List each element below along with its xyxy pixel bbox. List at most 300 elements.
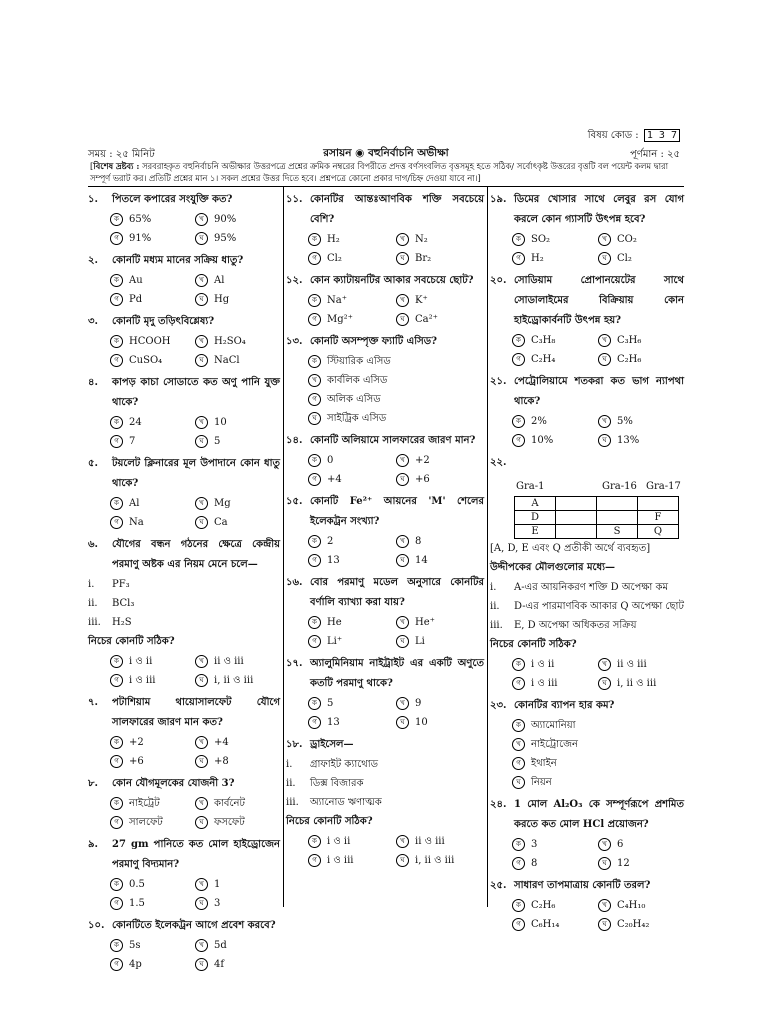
question <box>88 373 280 451</box>
option-bubble: ঘ <box>195 958 208 971</box>
option-text: 65% <box>129 214 152 225</box>
answer-option[interactable] <box>195 813 280 832</box>
answer-option[interactable] <box>110 290 195 309</box>
option-bubble: খ <box>195 335 208 348</box>
question <box>88 774 280 832</box>
answer-option[interactable] <box>598 915 684 934</box>
answer-options <box>286 291 484 329</box>
option-bubble: গ <box>110 293 123 306</box>
question-stem <box>88 373 280 413</box>
option-text: 7 <box>129 436 136 447</box>
question <box>490 372 684 450</box>
option-text: সাইট্রিক এসিড <box>327 413 387 424</box>
option-text: 0.5 <box>129 879 145 890</box>
answer-option[interactable] <box>598 331 684 350</box>
question <box>286 190 484 268</box>
option-bubble: ক <box>110 416 123 429</box>
subject-code-digit: 1 <box>646 130 653 141</box>
option-bubble: ক <box>308 355 321 368</box>
option-bubble: গ <box>512 434 525 447</box>
answer-option[interactable] <box>110 413 195 432</box>
answer-options <box>286 532 484 570</box>
answer-option[interactable] <box>110 875 195 894</box>
option-bubble: গ <box>110 816 123 829</box>
answer-option[interactable] <box>512 835 598 854</box>
option-bubble: ঘ <box>195 354 208 367</box>
answer-option[interactable] <box>110 271 195 290</box>
answer-options <box>490 412 684 450</box>
question-stem <box>286 431 484 451</box>
exam-time: সময় : ২৫ মিনিট <box>88 149 155 160</box>
question-number: ১৮. <box>286 739 303 750</box>
option-bubble: গ <box>110 354 123 367</box>
option-text: NaCl <box>214 355 240 366</box>
question-text: কোনটির ব্যাপন হার কম? <box>514 700 615 711</box>
answer-option[interactable] <box>110 813 195 832</box>
option-text: অলিক এসিড <box>327 394 381 405</box>
option-text: H₂ <box>531 253 544 264</box>
answer-option[interactable] <box>308 371 484 390</box>
question <box>490 795 684 873</box>
answer-option[interactable] <box>110 494 195 513</box>
answer-option[interactable] <box>396 613 484 632</box>
question-text: 1 মোল Al₂O₃ কে সম্পূর্ণরূপে প্রশমিত করতে কত মোল HCl প্রয়োজন? <box>514 799 684 830</box>
answer-option[interactable] <box>195 955 280 974</box>
option-bubble: ঘ <box>308 412 321 425</box>
statement-number: iii. <box>490 620 503 631</box>
answer-option[interactable] <box>512 915 598 934</box>
question-stem <box>286 735 484 755</box>
option-text: Au <box>129 275 143 286</box>
table-cell <box>556 525 597 539</box>
answer-option[interactable] <box>110 652 195 671</box>
answer-option[interactable] <box>195 936 280 955</box>
question <box>286 735 484 870</box>
answer-option[interactable] <box>396 713 484 732</box>
subject-code-line <box>88 128 684 144</box>
answer-option[interactable] <box>512 331 598 350</box>
answer-option[interactable] <box>195 752 280 771</box>
option-text: 90% <box>214 214 237 225</box>
option-text: Ca <box>214 517 228 528</box>
answer-option[interactable] <box>308 713 396 732</box>
statement <box>88 594 280 613</box>
statement-text: গ্রাফাইট ক্যাথোড <box>310 759 378 770</box>
option-bubble: ক <box>512 334 525 347</box>
question-number: ১২. <box>286 275 303 286</box>
question-number: ১৭. <box>286 658 303 669</box>
answer-option[interactable] <box>396 249 484 268</box>
option-text: ii ও iii <box>617 659 647 670</box>
option-bubble: ক <box>110 878 123 891</box>
option-bubble: ক <box>110 736 123 749</box>
answer-option[interactable] <box>396 632 484 651</box>
option-text: 14 <box>415 555 428 566</box>
question-text: ড্রাইসেল— <box>310 739 354 750</box>
answer-option[interactable] <box>195 332 280 351</box>
option-text: i ও ii <box>129 656 153 667</box>
option-bubble: ক <box>308 294 321 307</box>
answer-option[interactable] <box>598 835 684 854</box>
option-text: 2 <box>327 536 334 547</box>
answer-option[interactable] <box>195 229 280 248</box>
question-stem <box>286 190 484 230</box>
question-number: ১১. <box>286 194 303 205</box>
option-bubble: খ <box>396 835 409 848</box>
answer-option[interactable] <box>396 832 484 851</box>
option-text: +2 <box>129 737 144 748</box>
answer-options <box>490 230 684 268</box>
answer-option[interactable] <box>110 894 195 913</box>
option-text: C₂H₆ <box>617 354 642 365</box>
answer-option[interactable] <box>195 671 280 690</box>
answer-option[interactable] <box>512 655 598 674</box>
option-bubble: ক <box>512 658 525 671</box>
option-text: সালফেট <box>129 817 163 828</box>
answer-option[interactable] <box>512 431 598 450</box>
option-text: নাইট্রোজেন <box>531 739 579 750</box>
answer-option[interactable] <box>195 794 280 813</box>
question-number: ৭. <box>88 697 98 708</box>
answer-option[interactable] <box>195 652 280 671</box>
question-stem <box>490 372 684 412</box>
answer-option[interactable] <box>598 854 684 873</box>
question-text: কোনটি অসম্পৃক্ত ফ্যাটি এসিড? <box>310 336 437 347</box>
exam-page <box>88 128 684 970</box>
answer-option[interactable] <box>396 694 484 713</box>
answer-option[interactable] <box>598 412 684 431</box>
statement-number: i. <box>286 759 293 770</box>
statement <box>286 755 484 774</box>
table-cell: D <box>515 511 556 525</box>
answer-option[interactable] <box>308 632 396 651</box>
answer-options <box>490 896 684 934</box>
answer-option[interactable] <box>396 851 484 870</box>
option-bubble: ঘ <box>195 674 208 687</box>
answer-option[interactable] <box>512 754 684 773</box>
question <box>286 573 484 651</box>
answer-option[interactable] <box>308 532 396 551</box>
answer-options <box>88 794 280 832</box>
option-bubble: খ <box>396 233 409 246</box>
option-text: নিয়ন <box>531 777 552 788</box>
answer-option[interactable] <box>195 271 280 290</box>
option-text: C₂H₄ <box>531 354 556 365</box>
answer-option[interactable] <box>195 875 280 894</box>
option-text: C₃H₈ <box>531 335 556 346</box>
option-bubble: ঘ <box>598 677 611 690</box>
question-text: কোনটির আন্তঃআণবিক শক্তি সবচেয়ে বেশি? <box>310 194 484 225</box>
option-bubble: খ <box>195 939 208 952</box>
option-bubble: ক <box>308 835 321 848</box>
question-number: ৬. <box>88 539 98 550</box>
answer-option[interactable] <box>512 716 684 735</box>
answer-option[interactable] <box>110 671 195 690</box>
option-text: 5% <box>617 416 633 427</box>
question-number: ৩. <box>88 316 98 327</box>
option-bubble: খ <box>598 658 611 671</box>
answer-options <box>490 716 684 792</box>
answer-option[interactable] <box>396 532 484 551</box>
answer-options <box>88 875 280 913</box>
answer-option[interactable] <box>598 249 684 268</box>
option-text: 5d <box>214 940 227 951</box>
question-number: ১৬. <box>286 577 303 588</box>
answer-option[interactable] <box>110 351 195 370</box>
question-number: ৮. <box>88 778 98 789</box>
option-bubble: ক <box>308 616 321 629</box>
answer-option[interactable] <box>308 249 396 268</box>
option-bubble: গ <box>308 854 321 867</box>
subject-code-box <box>644 129 680 142</box>
answer-option[interactable] <box>598 655 684 674</box>
answer-option[interactable] <box>598 230 684 249</box>
answer-options <box>286 613 484 651</box>
answer-options <box>88 413 280 451</box>
question-stem <box>490 696 684 716</box>
answer-option[interactable] <box>308 613 396 632</box>
option-text: Mg <box>214 498 231 509</box>
option-text: C₃H₆ <box>617 335 642 346</box>
table-cell: S <box>597 525 638 539</box>
option-bubble: খ <box>195 416 208 429</box>
answer-option[interactable] <box>308 291 396 310</box>
option-text: H₂ <box>327 234 340 245</box>
option-text: Na⁺ <box>327 295 347 306</box>
answer-option[interactable] <box>308 390 484 409</box>
question-stem <box>88 312 280 332</box>
option-bubble: ঘ <box>195 516 208 529</box>
answer-option[interactable] <box>512 412 598 431</box>
question <box>490 876 684 934</box>
question-stem <box>88 693 280 733</box>
question-text: সোডিয়াম প্রোপানয়েটের সাথে সোডালাইমের বিক্রিয়ায় কোন হাইড্রোকার্বনটি উৎপন্ন হয়? <box>514 275 684 326</box>
statement-text: ডিক্স বিজারক <box>310 778 364 789</box>
answer-option[interactable] <box>308 694 396 713</box>
answer-option[interactable] <box>512 773 684 792</box>
answer-option[interactable] <box>195 290 280 309</box>
full-marks: পূর্ণমান : ২৫ <box>630 149 680 160</box>
answer-option[interactable] <box>195 351 280 370</box>
answer-option[interactable] <box>308 451 396 470</box>
table-caption: [A, D, E এবং Q প্রতীকী অর্থে ব্যবহৃত] <box>490 543 651 554</box>
answer-option[interactable] <box>110 955 195 974</box>
instruction-note: [বিশেষ দ্রষ্টব্য : সরবরাহকৃত বহুনির্বাচনি অভীক্ষার উত্তরপত্রে প্রশ্নের ক্রমিক নম্বরের বিপরীতে প্রদত্ত বর্ণসংবলিত বৃত্তসমূহ হতে সঠিক/ সর্বোৎকৃষ্ট উত্তরের বৃত্তটি বল পয়েন্ট কলম দ্বারা সম্পূর্ণ ভরাট কর। প্রতিটি প্রশ্নের মান ১। সকল প্রশ্নের উত্তর দিতে হবে। প্রশ্নপত্রে কোনো প্রকার দাগ/চিহ্ন দেওয়া যাবে না।] <box>88 160 684 187</box>
option-text: i ও iii <box>327 855 354 866</box>
answer-option[interactable] <box>110 513 195 532</box>
answer-option[interactable] <box>598 896 684 915</box>
question-text: কোনটি মধ্যম মানের সক্রিয় ধাতু? <box>112 255 244 266</box>
answer-option[interactable] <box>195 210 280 229</box>
answer-options <box>286 451 484 489</box>
answer-option[interactable] <box>195 733 280 752</box>
answer-option[interactable] <box>110 229 195 248</box>
option-text: 10% <box>531 435 554 446</box>
option-text: Li <box>415 636 425 647</box>
question-stem <box>88 916 280 936</box>
answer-options <box>88 271 280 309</box>
answer-option[interactable] <box>598 431 684 450</box>
option-text: Hg <box>214 294 230 305</box>
option-bubble: ঘ <box>598 353 611 366</box>
question <box>286 271 484 329</box>
option-text: 24 <box>129 417 142 428</box>
option-bubble: গ <box>110 674 123 687</box>
option-bubble: খ <box>598 838 611 851</box>
column-3 <box>490 187 684 930</box>
answer-option[interactable] <box>308 832 396 851</box>
option-text: C₆H₁₄ <box>531 919 560 930</box>
answer-option[interactable] <box>308 310 396 329</box>
option-text: HCOOH <box>129 336 171 347</box>
answer-option[interactable] <box>110 432 195 451</box>
answer-option[interactable] <box>308 409 484 428</box>
answer-option[interactable] <box>512 854 598 873</box>
question-text: পটাশিয়াম থায়োসালফেট যৌগে সালফারের জারণ মান কত? <box>112 697 280 728</box>
answer-options <box>88 210 280 248</box>
answer-options <box>490 835 684 873</box>
option-text: 3 <box>214 898 221 909</box>
option-bubble: খ <box>195 797 208 810</box>
table-row <box>515 525 679 539</box>
option-text: ii ও iii <box>214 656 244 667</box>
option-text: 1.5 <box>129 898 145 909</box>
question-text: সাধারণ তাপমাত্রায় কোনটি তরল? <box>514 880 651 891</box>
answer-option[interactable] <box>512 674 598 693</box>
statement-number: ii. <box>490 601 500 612</box>
answer-option[interactable] <box>396 291 484 310</box>
option-bubble: ক <box>110 274 123 287</box>
option-bubble: ক <box>308 233 321 246</box>
option-text: Mg²⁺ <box>327 314 353 325</box>
question-stem <box>490 795 684 835</box>
answer-option[interactable] <box>598 350 684 369</box>
answer-option[interactable] <box>308 851 396 870</box>
question <box>286 492 484 570</box>
option-bubble: ঘ <box>396 716 409 729</box>
option-text: i, ii ও iii <box>214 675 254 686</box>
option-bubble: গ <box>512 353 525 366</box>
answer-option[interactable] <box>110 794 195 813</box>
answer-option[interactable] <box>195 894 280 913</box>
option-bubble: খ <box>396 616 409 629</box>
answer-option[interactable] <box>110 733 195 752</box>
option-bubble: গ <box>512 252 525 265</box>
answer-option[interactable] <box>195 494 280 513</box>
option-text: +6 <box>415 474 430 485</box>
option-text: 13 <box>327 717 340 728</box>
answer-option[interactable] <box>512 249 598 268</box>
answer-option[interactable] <box>110 752 195 771</box>
answer-option[interactable] <box>512 230 598 249</box>
option-text: CO₂ <box>617 234 637 245</box>
option-bubble: ক <box>110 939 123 952</box>
option-text: N₂ <box>415 234 428 245</box>
answer-option[interactable] <box>396 310 484 329</box>
answer-options <box>286 230 484 268</box>
question-stem <box>286 492 484 532</box>
question <box>88 916 280 974</box>
answer-option[interactable] <box>512 735 684 754</box>
statement <box>286 793 484 812</box>
option-bubble: গ <box>110 897 123 910</box>
option-text: C₂H₆ <box>531 900 556 911</box>
answer-option[interactable] <box>195 432 280 451</box>
answer-option[interactable] <box>110 332 195 351</box>
question-text: পিতলে কপারের সংযুক্তি কত? <box>112 194 233 205</box>
answer-option[interactable] <box>512 350 598 369</box>
option-bubble: গ <box>110 755 123 768</box>
answer-options <box>88 936 280 974</box>
option-text: i ও iii <box>531 678 558 689</box>
answer-option[interactable] <box>512 896 598 915</box>
question-text: টয়লেট ক্লিনারের মূল উপাদানে কোন ধাতু থাকে? <box>112 458 280 489</box>
option-bubble: খ <box>598 334 611 347</box>
answer-option[interactable] <box>598 674 684 693</box>
option-text: i ও ii <box>531 659 555 670</box>
option-bubble: ঘ <box>396 554 409 567</box>
answer-option[interactable] <box>308 230 396 249</box>
question-text: কোনটিতে ইলেকট্রন আগে প্রবেশ করবে? <box>112 920 276 931</box>
answer-option[interactable] <box>396 451 484 470</box>
option-text: 4f <box>214 959 225 970</box>
statement-number: iii. <box>286 797 299 808</box>
option-bubble: ক <box>308 535 321 548</box>
statement-text: A-এর আয়নিকরণ শক্তি D অপেক্ষা কম <box>514 582 669 593</box>
option-bubble: ঘ <box>512 776 525 789</box>
exam-header <box>88 144 684 160</box>
option-bubble: ক <box>512 899 525 912</box>
table-cell: A <box>515 497 556 511</box>
option-bubble: খ <box>195 736 208 749</box>
question-stem <box>88 454 280 494</box>
answer-option[interactable] <box>308 352 484 371</box>
answer-option[interactable] <box>308 551 396 570</box>
question-number: ১৪. <box>286 435 303 446</box>
option-bubble: গ <box>308 473 321 486</box>
option-bubble: গ <box>110 232 123 245</box>
table-cell <box>556 497 597 511</box>
option-bubble: ক <box>512 233 525 246</box>
answer-option[interactable] <box>308 470 396 489</box>
answer-option[interactable] <box>110 210 195 229</box>
option-bubble: খ <box>195 497 208 510</box>
question-text: কাপড় কাচা সোডাতে কত অণু পানি যুক্ত থাকে? <box>112 377 280 408</box>
option-text: ইথাইন <box>531 758 557 769</box>
answer-option[interactable] <box>195 513 280 532</box>
answer-option[interactable] <box>396 470 484 489</box>
question <box>286 431 484 489</box>
answer-option[interactable] <box>396 230 484 249</box>
option-bubble: ঘ <box>396 313 409 326</box>
subject-code-digit: 3 <box>658 130 665 141</box>
question-number: ৪. <box>88 377 98 388</box>
answer-options <box>490 331 684 369</box>
option-text: +4 <box>327 474 342 485</box>
question-stem <box>286 271 484 291</box>
option-text: 6 <box>617 839 624 850</box>
option-text: 1 <box>214 879 221 890</box>
answer-option[interactable] <box>110 936 195 955</box>
question-text: 27 gm পানিতে কত মোল হাইড্রোজেন পরমাণু বিদ্যমান? <box>112 839 280 870</box>
answer-options <box>286 694 484 732</box>
column-1 <box>88 187 280 970</box>
question-number: ২৫. <box>490 880 507 891</box>
answer-option[interactable] <box>195 413 280 432</box>
column-2 <box>286 187 484 907</box>
option-text: +2 <box>415 455 430 466</box>
answer-option[interactable] <box>396 551 484 570</box>
